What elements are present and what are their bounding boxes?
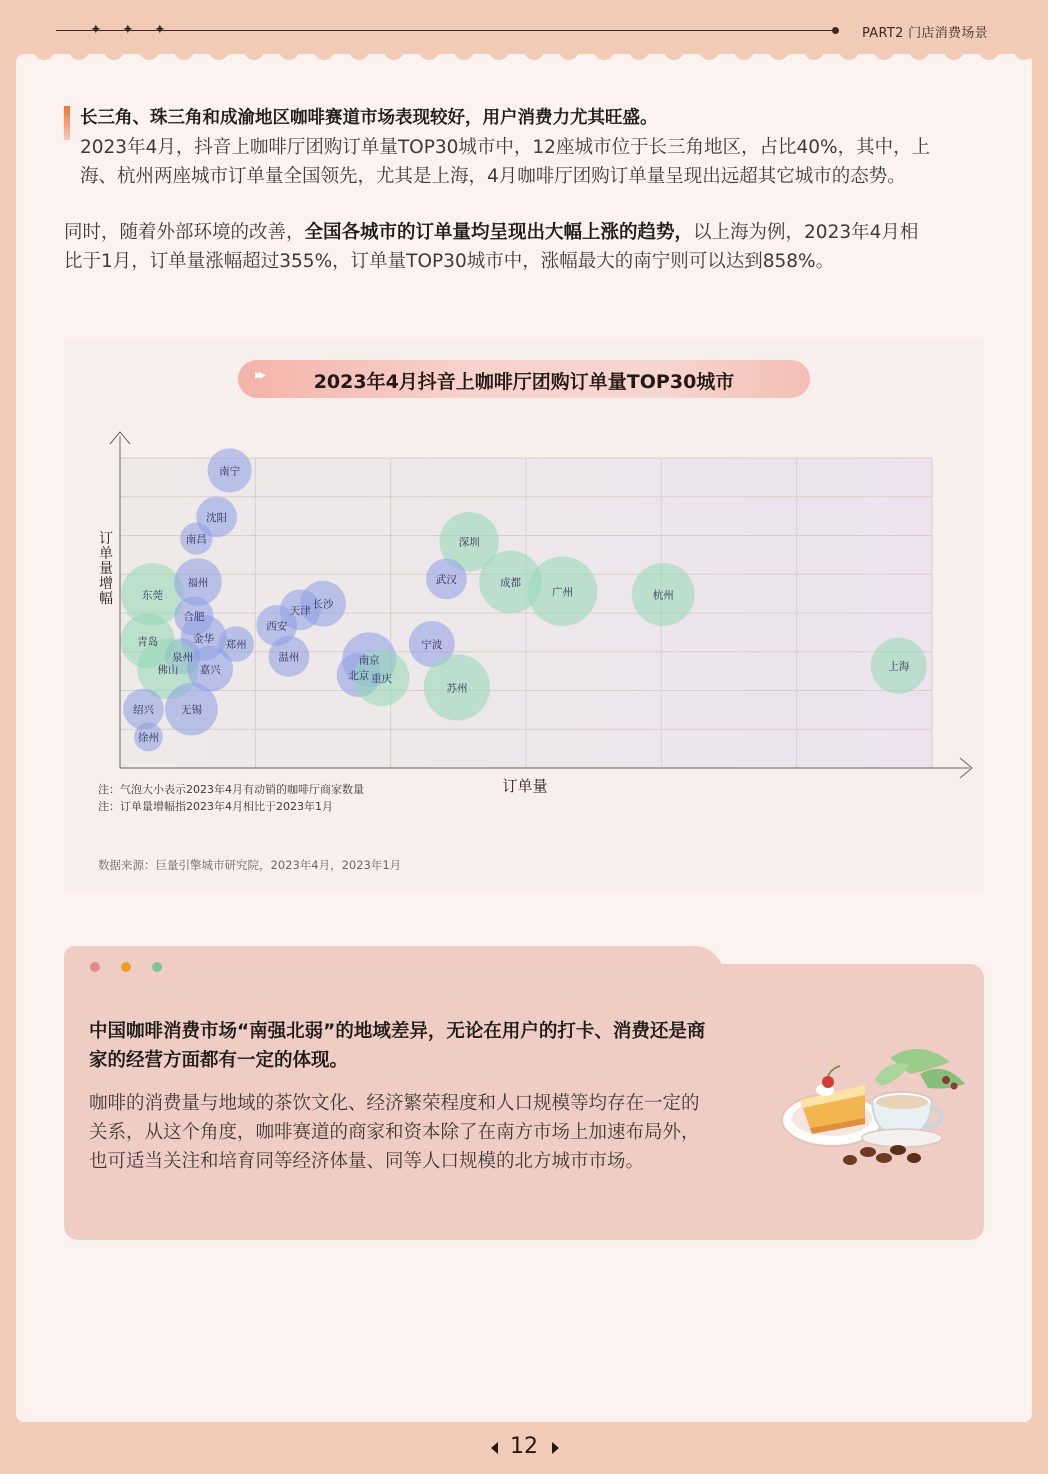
bubble-label: 东莞 (141, 589, 163, 602)
panel-text-line: 关系，从这个角度，咖啡赛道的商家和资本除了在南方市场上加速布局外， (89, 1122, 700, 1143)
intro-paragraph-1 (80, 133, 930, 191)
scallop (629, 50, 649, 60)
scallop (909, 50, 929, 60)
scallop (699, 50, 719, 60)
sparkle-icon: ✦ (90, 22, 102, 38)
double-arrow-icon: ▸▸ (255, 367, 264, 383)
scallop (384, 50, 404, 60)
bubble-label: 佛山 (157, 663, 179, 676)
scallop (174, 50, 194, 60)
scallop (104, 50, 124, 60)
bubble-label: 成都 (500, 577, 522, 589)
bubble-label: 无锡 (180, 704, 202, 717)
scallop (244, 50, 264, 60)
bubble-label: 徐州 (137, 732, 159, 744)
panel-title (89, 1017, 769, 1075)
header-rule (56, 30, 838, 31)
bubble-label: 泉州 (172, 651, 194, 664)
bubble-label: 重庆 (370, 673, 392, 686)
panel-text-line: 也可适当关注和培育同等经济体量、同等人口规模的北方城市市场。 (89, 1151, 645, 1172)
section-label: PART2 门店消费场景 (862, 26, 988, 41)
scallop (454, 50, 474, 60)
scallop (349, 50, 369, 60)
bubble-label: 绍兴 (133, 704, 155, 717)
panel-text-line: 咖啡的消费量与地域的茶饮文化、经济繁荣程度和人口规模等均存在一定的 (89, 1093, 700, 1114)
data-source: 数据来源：巨量引擎城市研究院，2023年4月，2023年1月 (98, 858, 402, 872)
bubble-label: 广州 (552, 586, 574, 599)
bubble-label: 深圳 (458, 536, 480, 549)
bubble-label: 温州 (278, 651, 300, 664)
bubble-chart (90, 420, 980, 810)
panel-title-line: 中国咖啡消费市场“南强北弱”的地域差异，无论在用户的打卡、消费还是商 (89, 1021, 706, 1042)
paragraph-line: 2023年4月，抖音上咖啡厅团购订单量TOP30城市中，12座城市位于长三角地区，占比40%，其中，上 (80, 137, 931, 158)
scallop (314, 50, 334, 60)
bubble-label: 沈阳 (206, 511, 228, 524)
chart-note-1: 注：气泡大小表示2023年4月有动销的咖啡厅商家数量 (98, 783, 364, 796)
window-dot-green (152, 962, 162, 972)
paragraph-line (64, 218, 918, 247)
scallop (419, 50, 439, 60)
headline-accent-bar (64, 106, 70, 140)
scallop (139, 50, 159, 60)
bubble-label: 宁波 (421, 639, 443, 651)
bubble-label: 西安 (266, 620, 288, 633)
scallop (594, 50, 614, 60)
bubble-label: 福州 (187, 577, 209, 589)
bubble-label: 北京 (348, 670, 370, 682)
paragraph-line: 比于1月，订单量涨幅超过355%，订单量TOP30城市中，涨幅最大的南宁则可以达到858%。 (64, 251, 835, 272)
header-rule-dot (832, 27, 839, 34)
chart-title: 2023年4月抖音上咖啡厅团购订单量TOP30城市 (313, 371, 735, 393)
bubble-label: 青岛 (137, 635, 159, 648)
scallop (279, 50, 299, 60)
page-number: 12 (510, 1434, 538, 1459)
next-page-icon[interactable] (552, 1442, 559, 1454)
scallop (979, 50, 999, 60)
paragraph-emphasis: 全国各城市的订单量均呈现出大幅上涨的趋势， (304, 222, 694, 243)
bubble-label: 南宁 (219, 465, 241, 478)
sparkle-icon: ✦ (154, 22, 166, 38)
bubble-label: 苏州 (446, 682, 468, 695)
scallop (489, 50, 509, 60)
scalloped-edge (16, 50, 1032, 70)
scallop (874, 50, 894, 60)
bubble-label: 南京 (358, 654, 380, 667)
bubble-label: 天津 (289, 604, 311, 617)
bubble-label: 杭州 (652, 589, 674, 602)
scallop (209, 50, 229, 60)
scallop (34, 50, 54, 60)
bubble-label: 南昌 (185, 533, 207, 546)
intro-paragraph-2 (64, 218, 918, 276)
bubble-label: 武汉 (435, 573, 457, 586)
bubble-label: 上海 (888, 660, 910, 673)
scallop (524, 50, 544, 60)
bubble-label: 金华 (193, 632, 215, 645)
panel-title-line: 家的经营方面都有一定的体现。 (89, 1050, 349, 1071)
bubble-label: 长沙 (312, 598, 334, 611)
scallop (839, 50, 859, 60)
window-dot-orange (121, 962, 131, 972)
paragraph-text: 以上海为例，2023年4月相 (693, 222, 919, 243)
y-axis-label: 订单量增幅 (97, 530, 113, 606)
coffee-cake-illustration (770, 1040, 970, 1180)
scallop (1014, 50, 1032, 60)
x-axis-label: 订单量 (502, 777, 548, 795)
sparkle-icon: ✦ (122, 22, 134, 38)
bubble-label: 郑州 (225, 639, 247, 651)
scallop (769, 50, 789, 60)
scallop (664, 50, 684, 60)
paragraph-line: 海、杭州两座城市订单量全国领先，尤其是上海，4月咖啡厅团购订单量呈现出远超其它城市的态势。 (80, 166, 906, 187)
panel-text (89, 1089, 769, 1176)
window-dot-red (90, 962, 100, 972)
scallop (69, 50, 89, 60)
scallop (804, 50, 824, 60)
paragraph-text: 同时，随着外部环境的改善， (64, 222, 305, 243)
scallop (734, 50, 754, 60)
scallop (559, 50, 579, 60)
scallop (944, 50, 964, 60)
bubble-label: 合肥 (183, 611, 205, 624)
bubble-label: 嘉兴 (199, 663, 221, 676)
intro-headline: 长三角、珠三角和成渝地区咖啡赛道市场表现较好，用户消费力尤其旺盛。 (80, 108, 658, 128)
chart-note-2: 注：订单量增幅指2023年4月相比于2023年1月 (98, 800, 333, 813)
